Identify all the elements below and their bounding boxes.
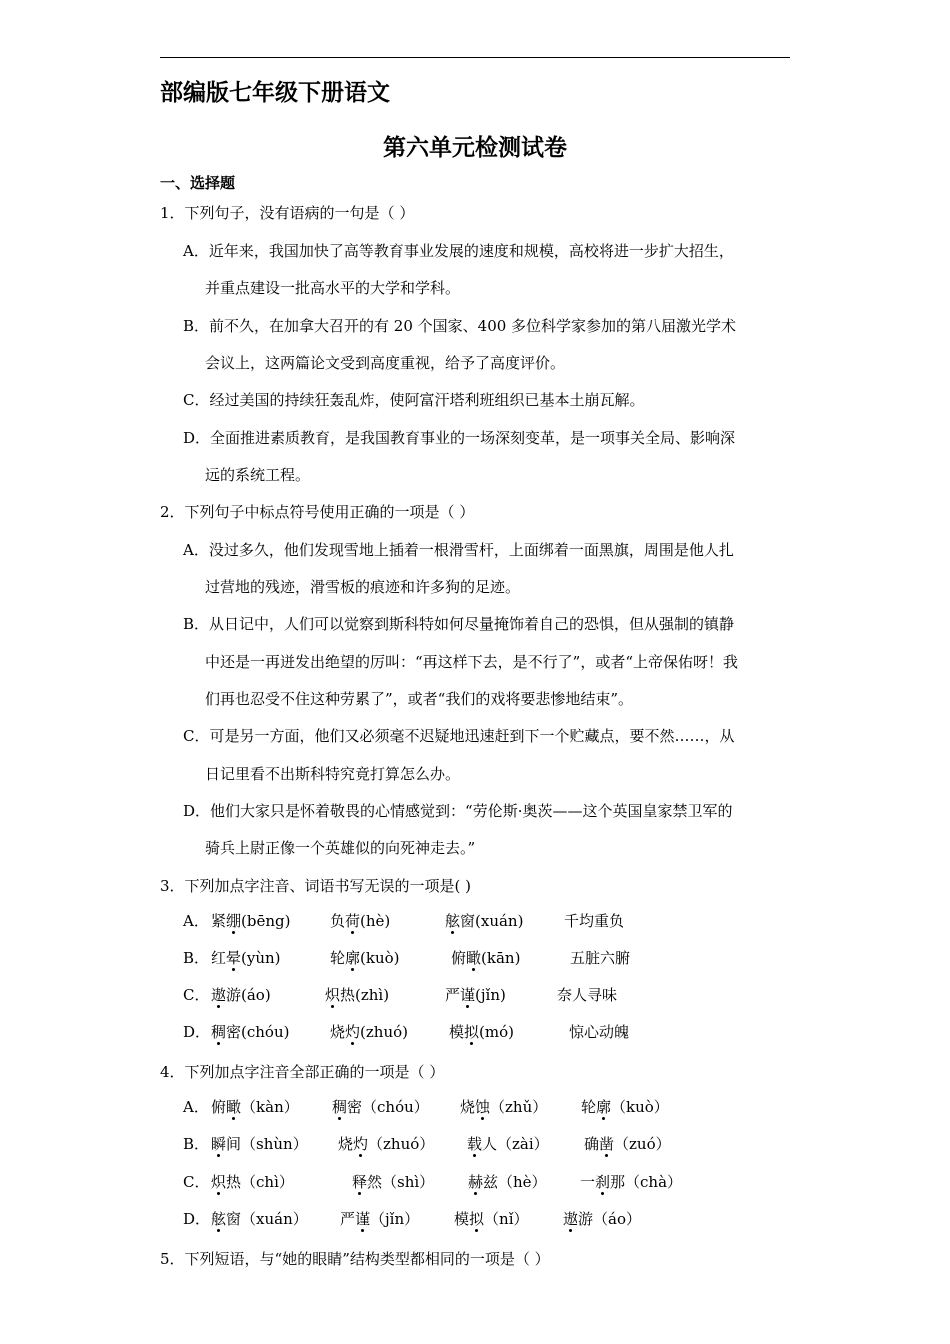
emphasis-dot-char: 瞰	[226, 1098, 242, 1116]
option-word-1: 红晕(yùn)	[211, 949, 281, 967]
question-1-option-b-cont: 会议上，这两篇论文受到高度重视，给予了高度评价。	[205, 354, 566, 372]
emphasis-dot-char: 谨	[460, 986, 476, 1004]
option-word-3: 烧蚀（zhǔ）	[460, 1098, 548, 1116]
emphasis-dot-char: 廓	[596, 1098, 612, 1116]
option-word-1: 舷窗（xuán）	[211, 1210, 308, 1228]
emphasis-dot-char: 稠	[332, 1098, 348, 1116]
emphasis-dot-char: 炽	[211, 1173, 227, 1191]
option-word-2: 稠密（chóu）	[332, 1098, 429, 1116]
question-5-stem: 5．下列短语，与“她的眼睛”结构类型都相同的一项是（ ）	[160, 1250, 550, 1268]
header-title: 部编版七年级下册语文	[160, 80, 390, 106]
question-1-option-a: A．近年来，我国加快了高等教育事业发展的速度和规模，高校将进一步扩大招生，	[183, 242, 734, 260]
emphasis-dot-char: 晕	[226, 949, 242, 967]
emphasis-dot-char: 拟	[469, 1210, 485, 1228]
option-word-2: 烧灼（zhuó）	[338, 1135, 435, 1153]
emphasis-dot-char: 载	[467, 1135, 483, 1153]
page-title: 第六单元检测试卷	[383, 135, 567, 161]
option-word-2: 轮廓(kuò)	[330, 949, 400, 967]
emphasis-dot-char: 瞰	[466, 949, 482, 967]
question-1-option-d-cont: 远的系统工程。	[205, 466, 311, 484]
option-word-3: 载人（zài）	[467, 1135, 549, 1153]
option-label: B．	[183, 949, 210, 967]
option-label: C．	[183, 986, 210, 1004]
option-word-4: 五脏六腑	[570, 949, 631, 967]
option-word-1: 紧绷(bēng)	[211, 912, 291, 930]
option-word-4: 一刹那（chà）	[580, 1173, 683, 1191]
option-word-4: 奈人寻味	[557, 986, 618, 1004]
emphasis-dot-char: 稠	[211, 1023, 227, 1041]
question-1-option-b: B．前不久，在加拿大召开的有 20 个国家、400 多位科学家参加的第八届激光学术	[183, 317, 737, 335]
option-word-2: 负荷(hè)	[330, 912, 391, 930]
emphasis-dot-char: 绷	[226, 912, 242, 930]
question-2-option-a: A．没过多久，他们发现雪地上插着一根滑雪杆，上面绑着一面黑旗，周围是他人扎	[183, 541, 734, 559]
emphasis-dot-char: 蚀	[475, 1098, 491, 1116]
question-2-option-b: B．从日记中，人们可以觉察到斯科特如何尽量掩饰着自己的恐惧，但从强制的镇静	[183, 615, 735, 633]
option-word-2: 严谨（jǐn）	[340, 1210, 420, 1228]
emphasis-dot-char: 廓	[345, 949, 361, 967]
option-word-3: 赫兹（hè）	[468, 1173, 547, 1191]
option-label: A．	[183, 912, 209, 930]
option-label: A．	[183, 1098, 209, 1116]
option-label: B．	[183, 1135, 210, 1153]
option-word-1: 稠密(chóu)	[211, 1023, 290, 1041]
option-word-2: 释然（shì）	[352, 1173, 435, 1191]
emphasis-dot-char: 遨	[211, 986, 227, 1004]
question-1-option-d: D．全面推进素质教育，是我国教育事业的一场深刻变革，是一项事关全局、影响深	[183, 429, 736, 447]
option-word-4: 千均重负	[564, 912, 625, 930]
question-2-option-b-cont: 中还是一再迸发出绝望的厉叫：“再这样下去，是不行了”，或者“上帝保佑呀！我	[205, 653, 739, 671]
emphasis-dot-char: 遨	[563, 1210, 579, 1228]
question-1-option-c: C．经过美国的持续狂轰乱炸，使阿富汗塔利班组织已基本土崩瓦解。	[183, 391, 645, 409]
emphasis-dot-char: 炽	[325, 986, 341, 1004]
question-1-option-a-cont: 并重点建设一批高水平的大学和学科。	[205, 279, 461, 297]
emphasis-dot-char: 舷	[445, 912, 461, 930]
option-label: C．	[183, 1173, 210, 1191]
emphasis-dot-char: 拟	[464, 1023, 480, 1041]
emphasis-dot-char: 刹	[595, 1173, 611, 1191]
question-2-option-c: C．可是另一方面，他们又必须毫不迟疑地迅速赶到下一个贮藏点，要不然……，从	[183, 727, 735, 745]
option-word-2: 烧灼(zhuó)	[330, 1023, 408, 1041]
emphasis-dot-char: 凿	[599, 1135, 615, 1153]
emphasis-dot-char: 灼	[345, 1023, 361, 1041]
option-word-3: 严谨(jǐn)	[445, 986, 506, 1004]
section-title: 一、选择题	[160, 174, 236, 192]
question-2-option-b-cont2: 们再也忍受不住这种劳累了”，或者“我们的戏将要悲惨地结束”。	[205, 690, 634, 708]
emphasis-dot-char: 释	[352, 1173, 368, 1191]
option-word-3: 舷窗(xuán)	[445, 912, 524, 930]
question-2-stem: 2．下列句子中标点符号使用正确的一项是（ ）	[160, 503, 475, 521]
option-word-4: 遨游（áo）	[563, 1210, 641, 1228]
option-word-1: 遨游(áo)	[211, 986, 271, 1004]
question-2-option-d-cont: 骑兵上尉正像一个英雄似的向死神走去。”	[205, 839, 476, 857]
option-word-1: 瞬间（shùn）	[211, 1135, 308, 1153]
emphasis-dot-char: 灼	[353, 1135, 369, 1153]
option-word-4: 确凿（zuó）	[584, 1135, 671, 1153]
question-1-stem: 1．下列句子，没有语病的一句是（ ）	[160, 204, 415, 222]
emphasis-dot-char: 舷	[211, 1210, 227, 1228]
question-3-stem: 3．下列加点字注音、词语书写无误的一项是( )	[160, 877, 472, 895]
option-word-3: 俯瞰(kān)	[451, 949, 521, 967]
option-word-3: 模拟（nǐ）	[454, 1210, 529, 1228]
option-word-1: 俯瞰（kàn）	[211, 1098, 299, 1116]
option-label: D．	[183, 1023, 211, 1041]
question-2-option-c-cont: 日记里看不出斯科特究竟打算怎么办。	[205, 765, 461, 783]
option-word-2: 炽热(zhì)	[325, 986, 390, 1004]
emphasis-dot-char: 谨	[355, 1210, 371, 1228]
option-word-3: 模拟(mó)	[449, 1023, 514, 1041]
emphasis-dot-char: 赫	[468, 1173, 484, 1191]
option-label: D．	[183, 1210, 211, 1228]
option-word-4: 惊心动魄	[569, 1023, 630, 1041]
question-2-option-a-cont: 过营地的残迹，滑雪板的痕迹和许多狗的足迹。	[205, 578, 521, 596]
option-word-1: 炽热（chì）	[211, 1173, 294, 1191]
question-4-stem: 4．下列加点字注音全部正确的一项是（ ）	[160, 1063, 445, 1081]
option-word-4: 轮廓（kuò）	[581, 1098, 669, 1116]
emphasis-dot-char: 荷	[345, 912, 361, 930]
question-2-option-d: D．他们大家只是怀着敬畏的心情感觉到：“劳伦斯·奥茨——这个英国皇家禁卫军的	[183, 802, 733, 820]
emphasis-dot-char: 瞬	[211, 1135, 227, 1153]
header-rule	[160, 57, 790, 58]
